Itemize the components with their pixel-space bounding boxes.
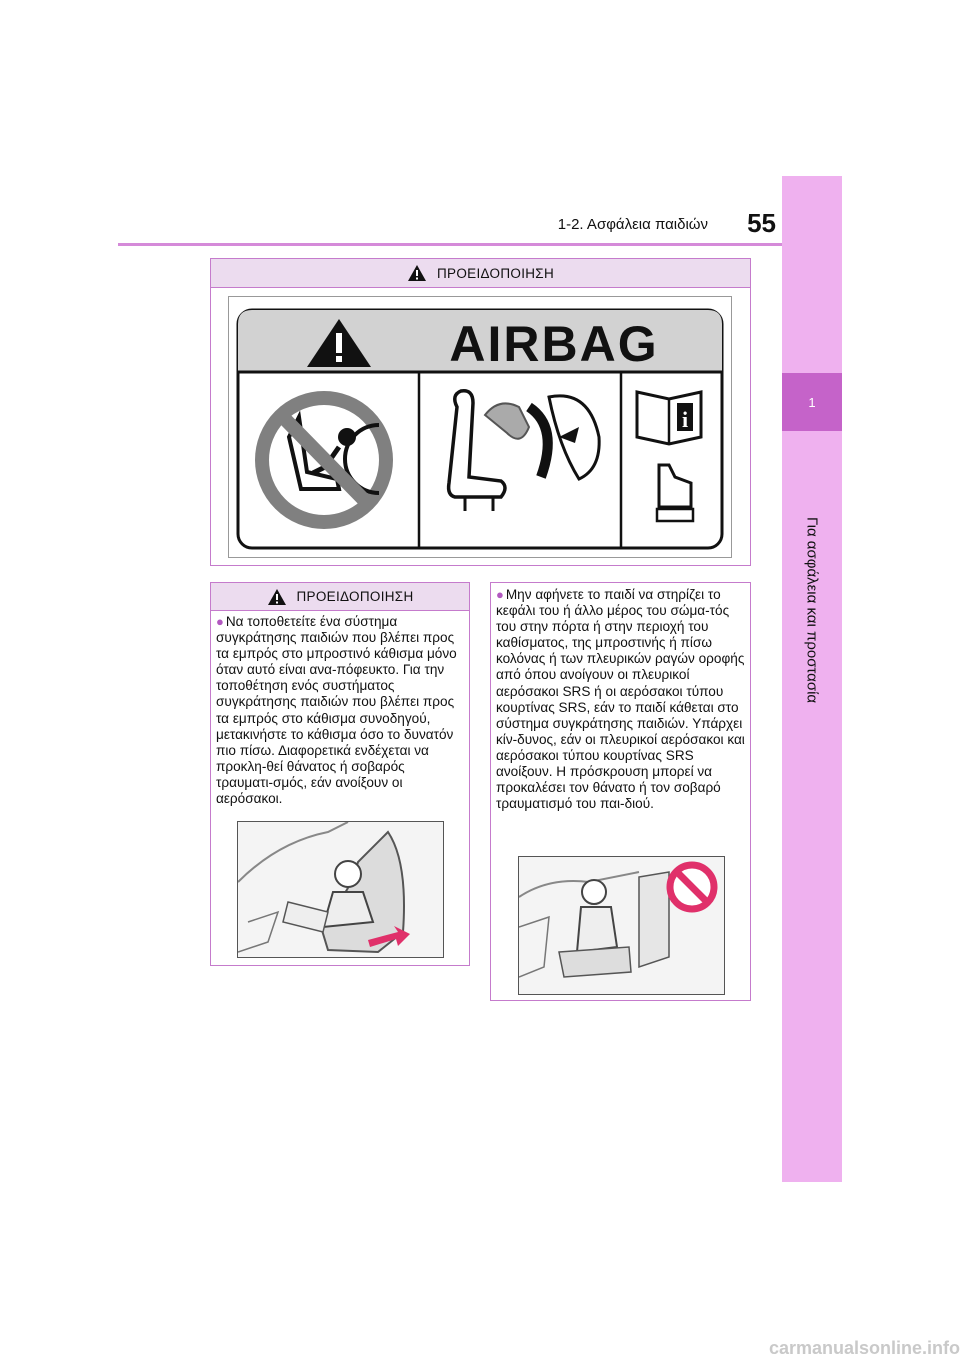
header-divider <box>118 243 782 246</box>
warning-triangle-icon <box>267 588 287 606</box>
svg-text:i: i <box>681 407 689 432</box>
warning-header <box>211 259 750 288</box>
page-number: 55 <box>747 208 776 238</box>
warning-paragraph: Να τοποθετείτε ένα σύστημα συγκράτησης παιδιών που βλέπει προς τα εμπρός στο μπροστινό κάθισμα μόνο όταν αυτό είναι ανα-πόφευκτο. Για την τοποθέτηση ενός συστήματος συγκράτησης παιδιών που βλέπει προς τα εμπρός στο κάθισμα συνοδηγού, μετακινήστε το κάθισμα όσο το δυνατόν πιο πίσω. Διαφορετικά ενδέχεται να προκλη-θεί θάνατος ή σοβαρός τραυματι-σμός, εάν ανοίξουν οι αερόσακοι. <box>216 614 457 807</box>
warning-triangle-icon <box>407 264 427 282</box>
chapter-title: Για ασφάλεια και προστασία <box>803 516 821 704</box>
child-booster-photo <box>518 856 725 995</box>
chapter-number-tab[interactable]: 1 <box>782 373 842 431</box>
chapter-title-vertical <box>782 440 842 780</box>
warning-paragraph: Μην αφήνετε το παιδί να στηρίζει το κεφάλι του ή άλλο μέρος του σώμα-τός του στην πόρτα ή στην περιοχή του καθίσματος, της μπροστινής ή πίσω κολόνας ή των πλευρικών ραγών οροφής από όπου ανοίγουν οι πλευρικοί αερόσακοι SRS ή οι αερόσακοι τύπου κουρτίνας SRS, εάν το παιδί κάθεται στο σύστημα συγκράτησης παιδιών. Υπάρχει κίν-δυνος, εάν οι πλευρικοί αερόσακοι και αερόσακοι τύπου κουρτίνας SRS ανοίξουν. Η πρόσκρουση μπορεί να προκαλέσει τον θάνατο ή τον σοβαρό τραυματισμό του παι-διού. <box>496 587 745 812</box>
front-facing-seat-warning-box <box>210 582 470 966</box>
warning-header-label: ΠΡΟΕΙΔΟΠΟΙΗΣΗ <box>437 265 554 281</box>
watermark: carmanualsonline.info <box>768 1338 960 1358</box>
bullet-icon: ● <box>496 587 504 602</box>
airbag-label-image <box>228 296 732 558</box>
no-child-seat-icon <box>262 398 386 522</box>
bullet-icon: ● <box>216 614 224 629</box>
warning-header-label: ΠΡΟΕΙΔΟΠΟΙΗΣΗ <box>296 589 414 604</box>
side-airbag-warning-box <box>490 582 751 1001</box>
side-airbag-warning-text <box>496 587 746 812</box>
child-seat-photo <box>237 821 444 958</box>
front-facing-seat-warning-text <box>216 614 464 807</box>
airbag-label-title: AIRBAG <box>449 316 659 372</box>
warning-header <box>211 583 469 611</box>
section-title: 1-2. Ασφάλεια παιδιών <box>557 216 708 233</box>
airbag-label-illustration <box>229 297 731 557</box>
